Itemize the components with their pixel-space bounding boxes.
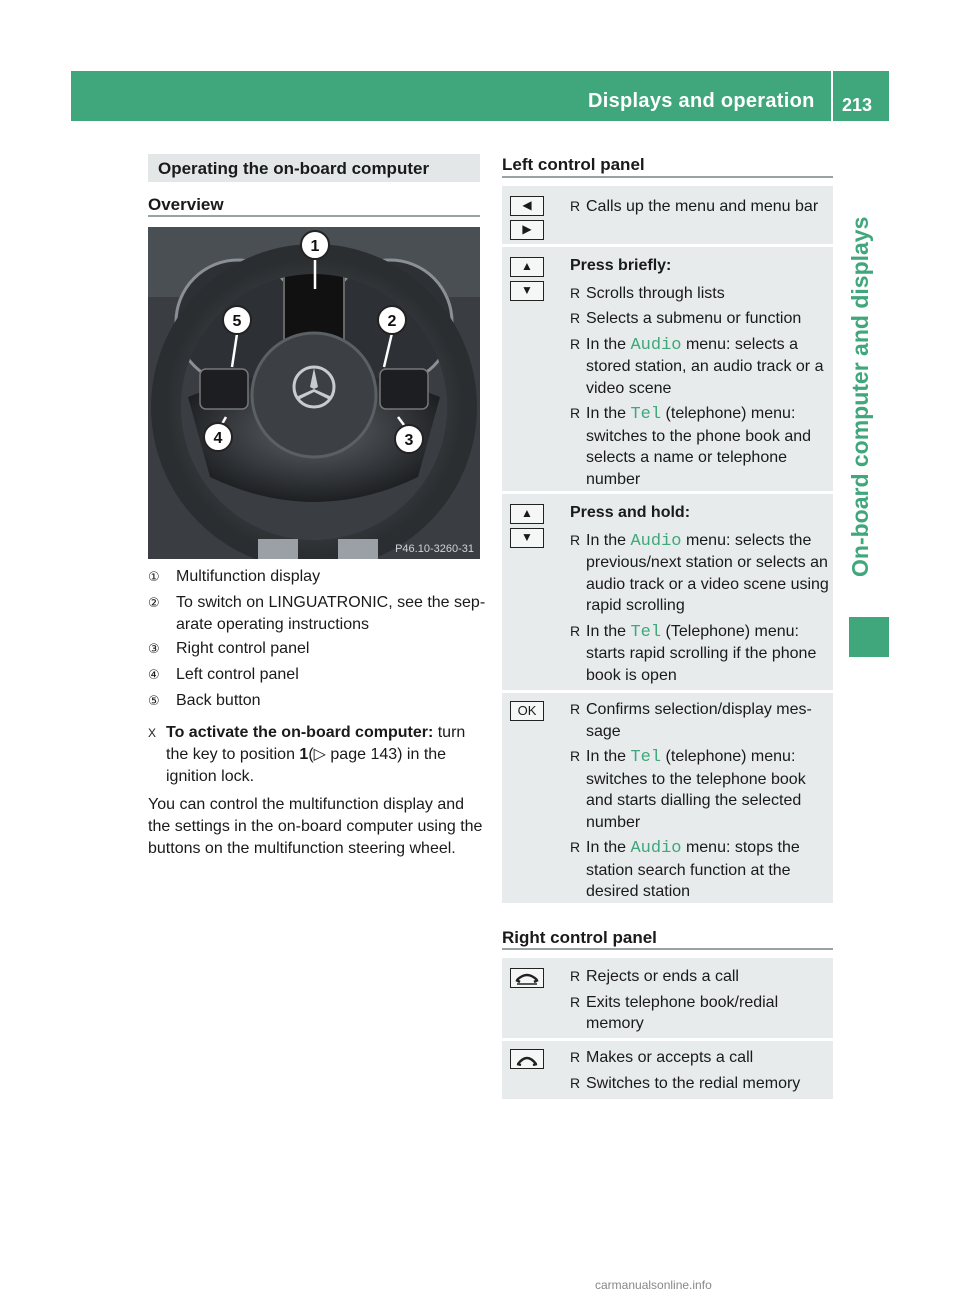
bullet-text: In the xyxy=(586,405,631,422)
action-text xyxy=(166,722,484,788)
bullet-icon: R xyxy=(570,531,581,548)
action-text-a: turn the key to position xyxy=(166,724,466,763)
list-item xyxy=(570,196,832,218)
side-tab-label: On-board computer and displays xyxy=(847,216,873,577)
bullet-text: In the xyxy=(586,531,631,549)
list-item xyxy=(570,699,832,742)
row-description xyxy=(570,502,832,690)
section-title: Operating the on-board computer xyxy=(158,159,430,178)
down-key-icon: ▼ xyxy=(510,528,544,548)
side-tab xyxy=(845,160,875,580)
legend-number: ④ xyxy=(148,667,160,682)
legend-text: Right control panel xyxy=(176,640,310,657)
row-description xyxy=(570,966,832,1039)
callout-5-label: 5 xyxy=(232,313,242,330)
action-arrow-icon: X xyxy=(148,726,157,740)
heading-rule xyxy=(148,215,480,217)
side-tab-marker xyxy=(849,617,889,657)
table-row xyxy=(502,958,833,1038)
callout-3 xyxy=(395,425,423,453)
key-icons xyxy=(510,257,546,305)
list-item xyxy=(570,334,832,400)
end-call-icon xyxy=(510,968,544,988)
bullet-text: Scrolls through lists xyxy=(586,284,725,302)
list-item xyxy=(570,283,832,305)
legend-text: Left control panel xyxy=(176,666,299,683)
legend-number: ① xyxy=(148,569,160,584)
callout-2-label: 2 xyxy=(387,313,397,330)
steering-wheel-illustration xyxy=(148,227,480,559)
row-description xyxy=(570,699,832,907)
up-key-icon: ▲ xyxy=(510,504,544,524)
heading-rule xyxy=(502,176,833,178)
overview-heading: Overview xyxy=(148,195,224,214)
action-position: 1 xyxy=(299,746,309,763)
bullet-text: (telephone) menu: switches to the phone book and selects a name or telephone number xyxy=(586,405,812,488)
key-icons xyxy=(510,196,546,244)
bullet-icon: R xyxy=(570,701,581,717)
list-item xyxy=(570,1073,832,1095)
body-paragraph: You can control the multifunction display and the settings in the on-board computer using the buttons on the multifunction steering wheel. xyxy=(148,796,483,857)
bullet-icon: R xyxy=(570,284,581,301)
page-number: 213 xyxy=(842,95,873,115)
menu-name-audio: Audio xyxy=(630,839,682,858)
bullet-text: Rejects or ends a call xyxy=(586,968,739,985)
bullet-text: Confirms selection/display mes-sage xyxy=(586,701,812,740)
menu-right-key-icon: ▶ xyxy=(510,220,544,240)
bullet-icon: R xyxy=(570,993,581,1010)
callout-4 xyxy=(204,423,232,451)
image-code: P46.10-3260-31 xyxy=(395,543,474,555)
menu-name-audio: Audio xyxy=(630,531,682,551)
bullet-icon: R xyxy=(570,622,581,639)
bullet-icon: R xyxy=(570,335,581,352)
row-title: Press and hold: xyxy=(570,504,691,521)
list-item xyxy=(570,837,832,903)
bullet-icon: R xyxy=(570,1049,581,1065)
bullet-text: menu: selects a stored station, an audio track or a video scene xyxy=(586,335,824,397)
callout-1-label: 1 xyxy=(310,238,320,255)
legend-number: ⑤ xyxy=(148,693,160,708)
table-row xyxy=(502,494,833,690)
list-item xyxy=(570,621,832,687)
list-item xyxy=(570,308,832,330)
key-icons xyxy=(510,1049,546,1073)
right-panel-heading: Right control panel xyxy=(502,928,657,947)
left-panel-heading: Left control panel xyxy=(502,155,645,174)
menu-name-tel: Tel xyxy=(630,622,662,642)
bullet-icon: R xyxy=(570,310,581,326)
key-icons xyxy=(510,701,546,725)
menu-name-audio: Audio xyxy=(630,335,682,355)
row-description xyxy=(570,1047,832,1098)
menu-name-tel: Tel xyxy=(630,405,662,424)
callout-5 xyxy=(223,306,251,334)
list-item xyxy=(570,530,832,617)
bullet-text: menu: stops the station search function at the desired station xyxy=(586,839,800,900)
callout-1 xyxy=(301,231,329,259)
accept-call-glyph xyxy=(513,1052,541,1066)
bullet-text: Makes or accepts a call xyxy=(586,1049,754,1066)
bullet-text: (telephone) menu: switches to the telephone book and starts dialling the selected number xyxy=(586,748,806,831)
action-bold: To activate the on-board computer: xyxy=(166,724,434,741)
legend-text: To switch on LINGUATRONIC, see the sep-arate operating instructions xyxy=(176,594,486,633)
bullet-text: In the xyxy=(586,622,631,640)
accept-call-icon xyxy=(510,1049,544,1069)
legend-number: ③ xyxy=(148,641,160,656)
callout-3-label: 3 xyxy=(404,432,414,449)
list-item xyxy=(570,403,832,490)
bullet-text: In the xyxy=(586,335,631,353)
bullet-text: Exits telephone book/redial memory xyxy=(586,993,779,1032)
header-title: Displays and operation xyxy=(588,90,815,112)
heading-rule xyxy=(502,948,833,950)
callout-4-label: 4 xyxy=(213,430,223,447)
table-row xyxy=(502,247,833,491)
key-icons xyxy=(510,968,546,992)
row-description xyxy=(570,196,832,222)
steering-wheel-image xyxy=(148,227,480,559)
legend-text: Back button xyxy=(176,692,261,709)
legend-number: ② xyxy=(148,595,160,610)
end-call-glyph xyxy=(513,971,541,985)
action-text-b: (▷ page 143) in the ignition lock. xyxy=(166,746,447,785)
table-row xyxy=(502,1041,833,1099)
bullet-text: Switches to the redial memory xyxy=(586,1074,801,1092)
list-item xyxy=(570,746,832,833)
row-description xyxy=(570,255,832,494)
ok-key-icon: OK xyxy=(510,701,544,721)
bullet-text: menu: selects the previous/next station or selects an audio track or a video scene using rapid scrolling xyxy=(586,531,829,614)
menu-left-key-icon: ◀ xyxy=(510,196,544,216)
list-item xyxy=(570,966,832,988)
table-row xyxy=(502,186,833,244)
callout-2 xyxy=(378,306,406,334)
bullet-icon: R xyxy=(570,839,581,855)
bullet-icon: R xyxy=(570,405,581,421)
down-key-icon: ▼ xyxy=(510,281,544,301)
bullet-icon: R xyxy=(570,198,581,214)
bullet-text: In the xyxy=(586,748,631,765)
key-icons xyxy=(510,504,546,552)
table-row xyxy=(502,693,833,903)
up-key-icon: ▲ xyxy=(510,257,544,277)
legend-text: Multifunction display xyxy=(176,568,321,585)
list-item xyxy=(570,1047,832,1069)
bullet-text: (Telephone) menu: starts rapid scrolling if the phone book is open xyxy=(586,622,817,684)
bullet-icon: R xyxy=(570,748,581,764)
bullet-text: Selects a submenu or function xyxy=(586,310,802,327)
bullet-text: In the xyxy=(586,839,631,856)
watermark: carmanualsonline.info xyxy=(595,1278,712,1292)
row-title: Press briefly: xyxy=(570,257,672,274)
bullet-icon: R xyxy=(570,1074,581,1091)
list-item xyxy=(570,992,832,1035)
menu-name-tel: Tel xyxy=(630,748,662,767)
bullet-text: Calls up the menu and menu bar xyxy=(586,198,819,215)
bullet-icon: R xyxy=(570,968,581,984)
header-divider xyxy=(831,71,833,121)
